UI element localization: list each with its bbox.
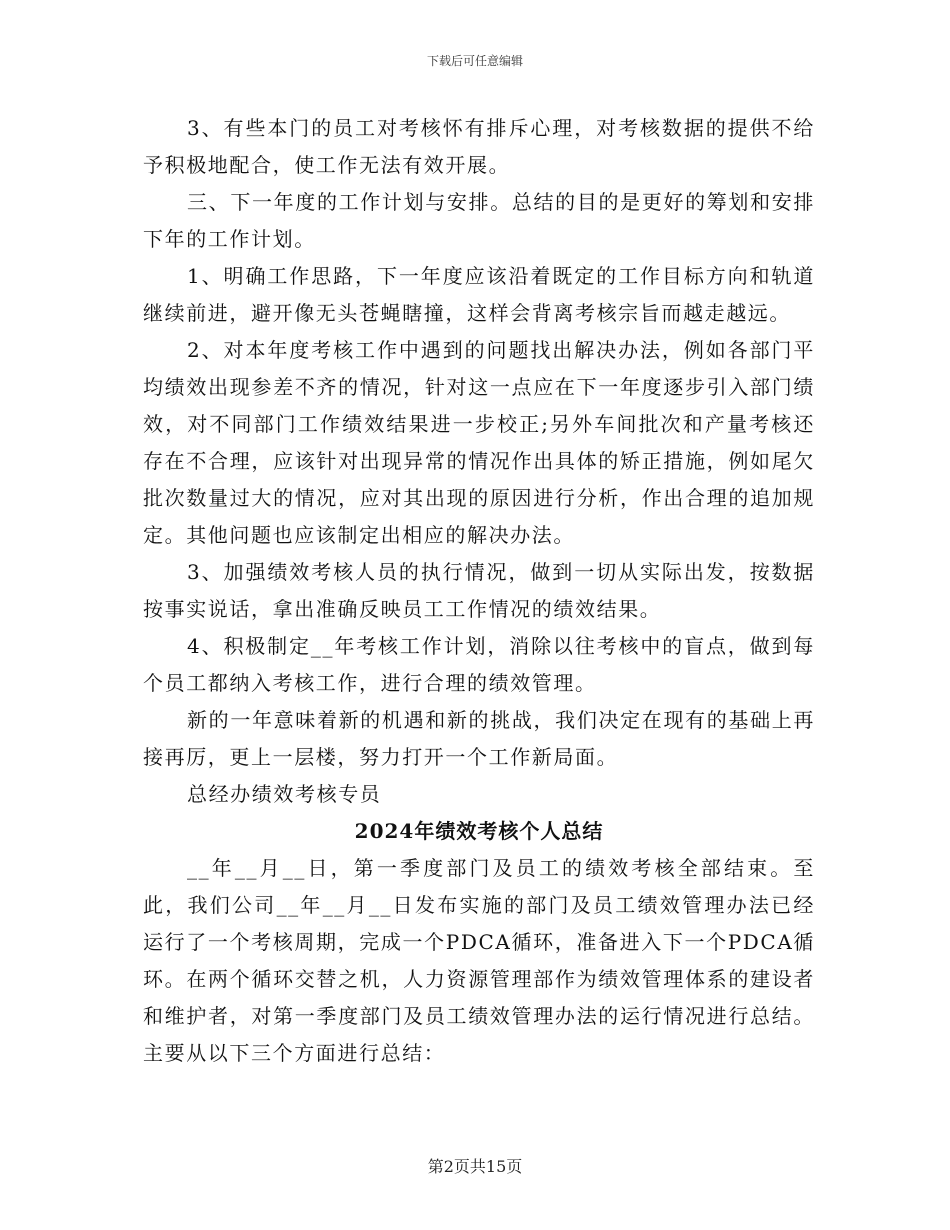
page-number-footer: 第2页共15页 — [427, 1157, 523, 1176]
signature-line: 总经办绩效考核专员 — [187, 782, 382, 806]
paragraph-item: 2、对本年度考核工作中遇到的问题找出解决办法，例如各部门平均绩效出现参差不齐的情况，针对这一点应在下一年度逐步引入部门绩效，对不同部门工作绩效结果进一步校正;另外车间批次和产量考核还存在不合理，应该针对出现异常的情况作出具体的矫正措施，例如尾欠批次数量过大的情况，应对其出现的原因进行分析，作出合理的追加规定。其他问题也应该制定出相应的解决办法。 — [143, 338, 815, 547]
paragraph-item: 4、积极制定__年考核工作计划，消除以往考核中的盲点，做到每个员工都纳入考核工作，进行合理的绩效管理。 — [143, 634, 815, 695]
page-header: 下载后可任意编辑 — [426, 54, 523, 68]
paragraph-item: __年__月__日，第一季度部门及员工的绩效考核全部结束。至此，我们公司__年__月__日发布实施的部门及员工绩效管理办法已经运行了一个考核周期，完成一个PDCA循环，准备进入下一个PDCA循环。在两个循环交替之机，人力资源管理部作为绩效管理体系的建设者和维护者，对第一季度部门及员工绩效管理办法的运行情况进行总结。主要从以下三个方面进行总结： — [143, 856, 815, 1065]
section-title: 2024年绩效考核个人总结 — [354, 819, 604, 843]
paragraph-item: 三、下一年度的工作计划与安排。总结的目的是更好的筹划和安排下年的工作计划。 — [143, 190, 815, 251]
paragraph-item: 1、明确工作思路，下一年度应该沿着既定的工作目标方向和轨道继续前进，避开像无头苍蝇瞎撞，这样会背离考核宗旨而越走越远。 — [143, 264, 815, 325]
paragraph-item: 3、加强绩效考核人员的执行情况，做到一切从实际出发，按数据按事实说话，拿出准确反映员工工作情况的绩效结果。 — [143, 560, 815, 621]
paragraph-item: 3、有些本门的员工对考核怀有排斥心理，对考核数据的提供不给予积极地配合，使工作无法有效开展。 — [143, 116, 815, 177]
document-body — [143, 110, 815, 1072]
paragraph-item: 新的一年意味着新的机遇和新的挑战，我们决定在现有的基础上再接再厉，更上一层楼，努力打开一个工作新局面。 — [143, 708, 815, 769]
